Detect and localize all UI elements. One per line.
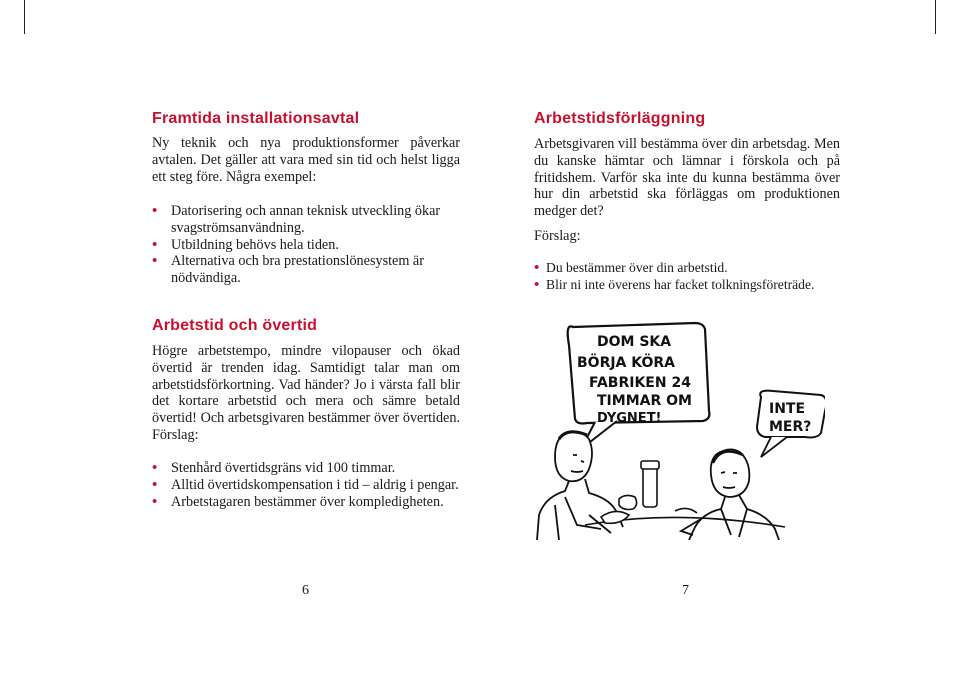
speech-left-line5: DYGNET!: [597, 411, 662, 426]
bullet-icon: •: [152, 253, 158, 270]
cartoon-drawing: [525, 315, 825, 540]
bullet-icon: •: [152, 493, 158, 510]
speech-right-line1: INTE: [769, 401, 806, 417]
proposal-label: Förslag:: [534, 228, 581, 244]
speech-left-line2: BÖRJA KÖRA: [577, 355, 676, 371]
list-item: • Arbetstagaren bestämmer över kompledigheten.: [152, 493, 444, 510]
list-item: • Blir ni inte överens har facket tolkningsföreträde.: [534, 276, 815, 293]
bullet-icon: •: [534, 276, 540, 293]
list-item: • Datorisering och annan teknisk utveckling ökar svagströmsanvändning.: [152, 203, 441, 236]
intro-paragraph: Ny teknik och nya produktionsformer påverkar avtalen. Det gäller att vara med sin tid och helst ligga ett steg före. Några exempel:: [152, 135, 460, 185]
page-number-left: 6: [302, 583, 309, 598]
bullet-list-arbetstid: [152, 460, 460, 510]
page-number-right: 7: [682, 583, 689, 598]
list-item: • Stenhård övertidsgräns vid 100 timmar.: [152, 460, 396, 476]
crop-mark-right: [935, 0, 936, 34]
man-right: [681, 449, 779, 540]
bullet-icon: •: [152, 236, 158, 253]
speech-left-line3: FABRIKEN 24: [589, 375, 691, 391]
arbetstid-paragraph: Högre arbetstempo, mindre vilopauser och ökad övertid är trenden idag. Samtidigt talar man om arbetstidsförkortning. Vad händer? Jo i värsta fall blir det kortare arbetstid och mera och sämre betald övertid! Och arbetsgivaren bestämmer över övertiden. Förslag:: [152, 343, 460, 443]
list-item: • Alltid övertidskompensation i tid – aldrig i pengar.: [152, 476, 459, 493]
crop-mark-left: [24, 0, 25, 34]
cartoon-illustration: [525, 315, 825, 540]
list-item: • Alternativa och bra prestationslönesystem är nödvändiga.: [152, 253, 424, 287]
bullet-icon: •: [152, 203, 158, 219]
list-item: • Du bestämmer över din arbetstid.: [534, 260, 728, 276]
section-heading-framtida: Framtida installationsavtal: [152, 110, 360, 127]
speech-left-line1: DOM SKA: [597, 334, 672, 350]
speech-right-line2: MER?: [769, 419, 812, 435]
section-heading-arbetstidsforlaggning: Arbetstidsförläggning: [534, 110, 706, 127]
bullet-icon: •: [152, 460, 158, 476]
forlaggning-paragraph: Arbetsgivaren vill bestämma över din arbetsdag. Men du kanske hämtar och lämnar i förskola och på fritidshem. Varför ska inte du kunna bestämma över hur din arbetstid ska förläggas om produktionen medger det?: [534, 136, 840, 220]
bullet-icon: •: [152, 476, 158, 493]
table-with-thermos: [585, 461, 785, 527]
speech-left-line4: TIMMAR OM: [597, 393, 692, 409]
bullet-icon: •: [534, 260, 540, 276]
section-heading-arbetstid: Arbetstid och övertid: [152, 317, 318, 334]
bullet-list-framtida: [152, 203, 460, 287]
list-item: • Utbildning behövs hela tiden.: [152, 236, 339, 253]
bullet-list-forlaggning: [534, 260, 854, 294]
speech-tail-right: [761, 437, 787, 457]
